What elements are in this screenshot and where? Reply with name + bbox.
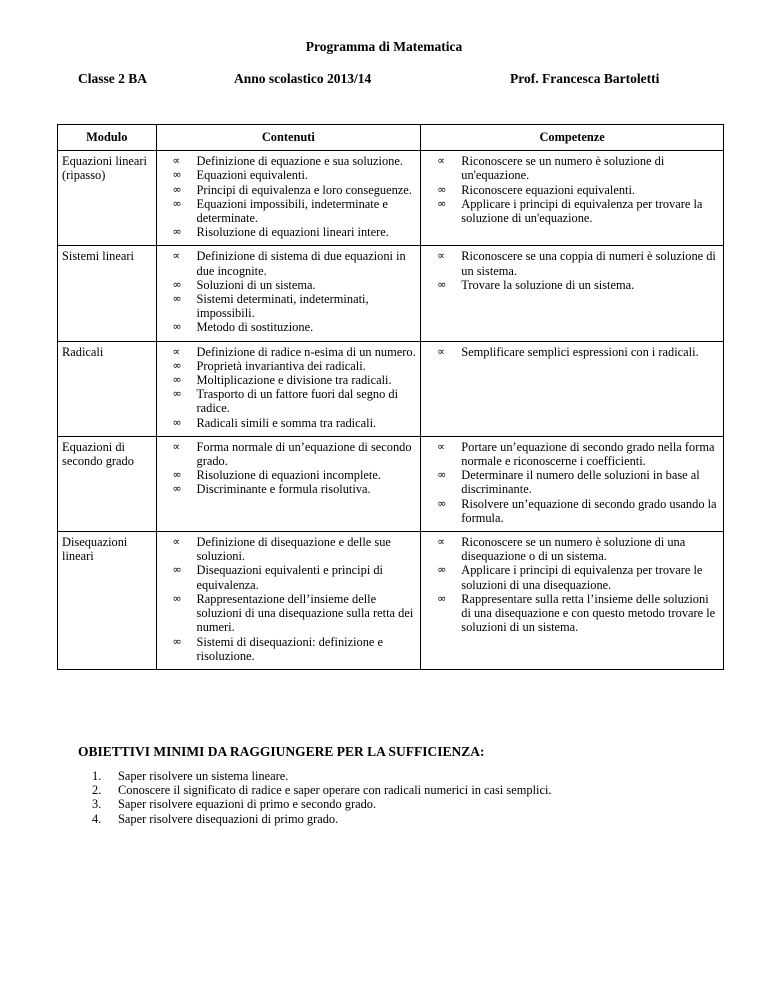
list-item (161, 635, 417, 663)
objective-text: Saper risolvere un sistema lineare. (118, 769, 289, 783)
table-row (58, 246, 724, 341)
module-name: Radicali (62, 344, 104, 359)
bullet-icon: ∝ (437, 535, 446, 549)
list-item (425, 278, 719, 292)
list-item (161, 563, 417, 591)
teacher-label: Prof. Francesca Bartoletti (510, 71, 660, 86)
list-item (161, 468, 417, 482)
competenze-list (425, 154, 719, 225)
list-item (161, 183, 417, 197)
contenuti-text: Equazioni equivalenti. (196, 168, 308, 183)
bullet-icon: ∞ (437, 468, 447, 482)
list-item (425, 592, 719, 635)
contenuti-list (161, 440, 417, 497)
list-item (161, 154, 417, 168)
document-title: Programma di Matematica (305, 39, 463, 54)
objectives-list (92, 769, 552, 826)
list-item (425, 563, 719, 591)
module-name: Equazioni di secondo grado (62, 439, 134, 469)
contenuti-text: Discriminante e formula risolutiva. (196, 482, 371, 497)
list-item (161, 482, 417, 496)
competenze-text: Rappresentare sulla retta l’insieme delle soluzioni di una disequazione e con questo metodo trovare le soluzioni di un sistema. (461, 591, 716, 635)
list-item (161, 168, 417, 182)
competenze-text: Riconoscere equazioni equivalenti. (461, 182, 635, 197)
list-item (161, 373, 417, 387)
bullet-icon: ∞ (172, 415, 182, 429)
module-cell (58, 246, 157, 341)
bullet-icon: ∞ (172, 168, 182, 182)
bullet-icon: ∝ (437, 154, 446, 168)
bullet-icon: ∝ (437, 249, 446, 263)
table-header-row (58, 125, 724, 151)
list-item (161, 387, 417, 415)
class-label: Classe 2 BA (78, 71, 148, 86)
bullet-icon: ∝ (172, 344, 181, 358)
header-competenze: Competenze (421, 125, 724, 151)
objective-number: 3. (92, 797, 102, 812)
contenuti-text: Soluzioni di un sistema. (196, 277, 316, 292)
list-item (161, 320, 417, 334)
competenze-text: Applicare i principi di equivalenza per trovare la soluzione di un'equazione. (461, 196, 703, 226)
bullet-icon: ∞ (172, 482, 182, 496)
contenuti-cell (156, 532, 421, 670)
bullet-icon: ∞ (172, 373, 182, 387)
list-item (161, 440, 417, 468)
school-year-label: Anno scolastico 2013/14 (234, 71, 372, 86)
contenuti-text: Risoluzione di equazioni incomplete. (196, 468, 381, 483)
bullet-icon: ∞ (172, 358, 182, 372)
list-item (161, 345, 417, 359)
contenuti-text: Radicali simili e somma tra radicali. (196, 415, 377, 430)
module-cell (58, 532, 157, 670)
list-item (161, 225, 417, 239)
bullet-icon: ∝ (172, 249, 181, 263)
bullet-icon: ∞ (172, 277, 182, 291)
list-item (161, 592, 417, 635)
bullet-icon: ∞ (172, 225, 182, 239)
contenuti-cell (156, 341, 421, 436)
bullet-icon: ∞ (172, 634, 182, 648)
competenze-cell (421, 151, 724, 246)
objective-item (92, 769, 552, 783)
list-item (425, 249, 719, 277)
objective-item (92, 797, 552, 811)
module-name: Disequazioni lineari (62, 535, 128, 564)
competenze-text: Portare un’equazione di secondo grado nella forma normale e riconoscerne i coefficienti. (461, 439, 715, 469)
competenze-cell (421, 436, 724, 531)
bullet-icon: ∞ (172, 591, 182, 605)
competenze-list (425, 345, 719, 359)
table-row (58, 151, 724, 246)
objective-item (92, 783, 552, 797)
objective-text: Saper risolvere disequazioni di primo grado. (118, 811, 339, 826)
competenze-cell (421, 341, 724, 436)
table-row (58, 436, 724, 531)
contenuti-text: Definizione di equazione e sua soluzione. (196, 154, 403, 169)
objective-item (92, 812, 552, 826)
header-modulo: Modulo (58, 125, 157, 151)
objective-text: Saper risolvere equazioni di primo e secondo grado. (118, 797, 377, 812)
contenuti-text: Proprietà invariantiva dei radicali. (196, 358, 366, 373)
contenuti-text: Principi di equivalenza e loro conseguenze. (196, 182, 412, 197)
bullet-icon: ∞ (437, 591, 447, 605)
contenuti-text: Equazioni impossibili, indeterminate e determinate. (196, 196, 388, 226)
competenze-text: Semplificare semplici espressioni con i radicali. (461, 344, 699, 359)
list-item (161, 278, 417, 292)
contenuti-text: Definizione di radice n-esima di un numero. (196, 344, 416, 359)
bullet-icon: ∞ (172, 320, 182, 334)
module-cell (58, 341, 157, 436)
bullet-icon: ∞ (437, 563, 447, 577)
list-item (425, 345, 719, 359)
list-item (425, 183, 719, 197)
list-item (425, 440, 719, 468)
list-item (425, 468, 719, 496)
contenuti-text: Risoluzione di equazioni lineari intere. (196, 225, 389, 240)
competenze-list (425, 535, 719, 634)
bullet-icon: ∞ (172, 196, 182, 210)
contenuti-text: Trasporto di un fattore fuori dal segno di radice. (196, 387, 399, 416)
table-row (58, 532, 724, 670)
table-body (58, 151, 724, 670)
bullet-icon: ∞ (172, 468, 182, 482)
objective-number: 2. (92, 783, 102, 798)
bullet-icon: ∞ (172, 292, 182, 306)
program-table (57, 124, 724, 670)
list-item (161, 416, 417, 430)
contenuti-cell (156, 246, 421, 341)
list-item (161, 197, 417, 225)
contenuti-text: Sistemi di disequazioni: definizione e risoluzione. (196, 634, 384, 663)
competenze-text: Riconoscere se un numero è soluzione di un'equazione. (461, 154, 665, 183)
competenze-list (425, 249, 719, 292)
bullet-icon: ∝ (172, 439, 181, 453)
contenuti-text: Forma normale di un’equazione di secondo grado. (196, 439, 412, 469)
header-contenuti: Contenuti (156, 125, 421, 151)
competenze-text: Trovare la soluzione di un sistema. (461, 277, 635, 292)
list-item (161, 249, 417, 277)
list-item (425, 154, 719, 182)
contenuti-cell (156, 436, 421, 531)
competenze-list (425, 440, 719, 525)
module-name: Equazioni lineari (ripasso) (62, 154, 147, 183)
list-item (425, 497, 719, 525)
bullet-icon: ∝ (437, 344, 446, 358)
competenze-text: Applicare i principi di equivalenza per trovare le soluzioni di una disequazione. (461, 563, 703, 592)
contenuti-text: Metodo di sostituzione. (196, 320, 314, 335)
bullet-icon: ∞ (172, 387, 182, 401)
table-row (58, 341, 724, 436)
contenuti-cell (156, 151, 421, 246)
list-item (425, 197, 719, 225)
bullet-icon: ∝ (172, 535, 181, 549)
bullet-icon: ∞ (437, 196, 447, 210)
competenze-cell (421, 246, 724, 341)
objective-number: 4. (92, 811, 102, 826)
list-item (161, 535, 417, 563)
bullet-icon: ∞ (172, 182, 182, 196)
contenuti-text: Definizione di disequazione e delle sue soluzioni. (196, 535, 391, 564)
contenuti-text: Sistemi determinati, indeterminati, impossibili. (196, 292, 369, 321)
contenuti-list (161, 535, 417, 663)
bullet-icon: ∞ (172, 563, 182, 577)
list-item (425, 535, 719, 563)
list-item (161, 292, 417, 320)
contenuti-text: Disequazioni equivalenti e principi di equivalenza. (196, 563, 383, 592)
competenze-cell (421, 532, 724, 670)
objectives-title: OBIETTIVI MINIMI DA RAGGIUNGERE PER LA SUFFICIENZA: (78, 744, 485, 759)
contenuti-text: Rappresentazione dell’insieme delle soluzioni di una disequazione sulla retta dei numeri. (196, 591, 414, 635)
bullet-icon: ∝ (172, 154, 181, 168)
bullet-icon: ∞ (437, 496, 447, 510)
competenze-text: Determinare il numero delle soluzioni in base al discriminante. (461, 468, 700, 497)
module-cell (58, 436, 157, 531)
bullet-icon: ∝ (437, 439, 446, 453)
objective-text: Conoscere il significato di radice e saper operare con radicali numerici in casi semplici. (118, 783, 552, 798)
bullet-icon: ∞ (437, 182, 447, 196)
objective-number: 1. (92, 769, 102, 783)
contenuti-text: Definizione di sistema di due equazioni in due incognite. (196, 249, 406, 278)
contenuti-list (161, 154, 417, 239)
contenuti-text: Moltiplicazione e divisione tra radicali. (196, 373, 392, 388)
list-item (161, 359, 417, 373)
competenze-text: Riconoscere se un numero è soluzione di una disequazione o di un sistema. (461, 535, 686, 564)
module-cell (58, 151, 157, 246)
bullet-icon: ∞ (437, 277, 447, 291)
module-name: Sistemi lineari (62, 249, 134, 264)
competenze-text: Risolvere un’equazione di secondo grado usando la formula. (461, 496, 717, 525)
competenze-text: Riconoscere se una coppia di numeri è soluzione di un sistema. (461, 249, 716, 278)
contenuti-list (161, 249, 417, 334)
contenuti-list (161, 345, 417, 430)
